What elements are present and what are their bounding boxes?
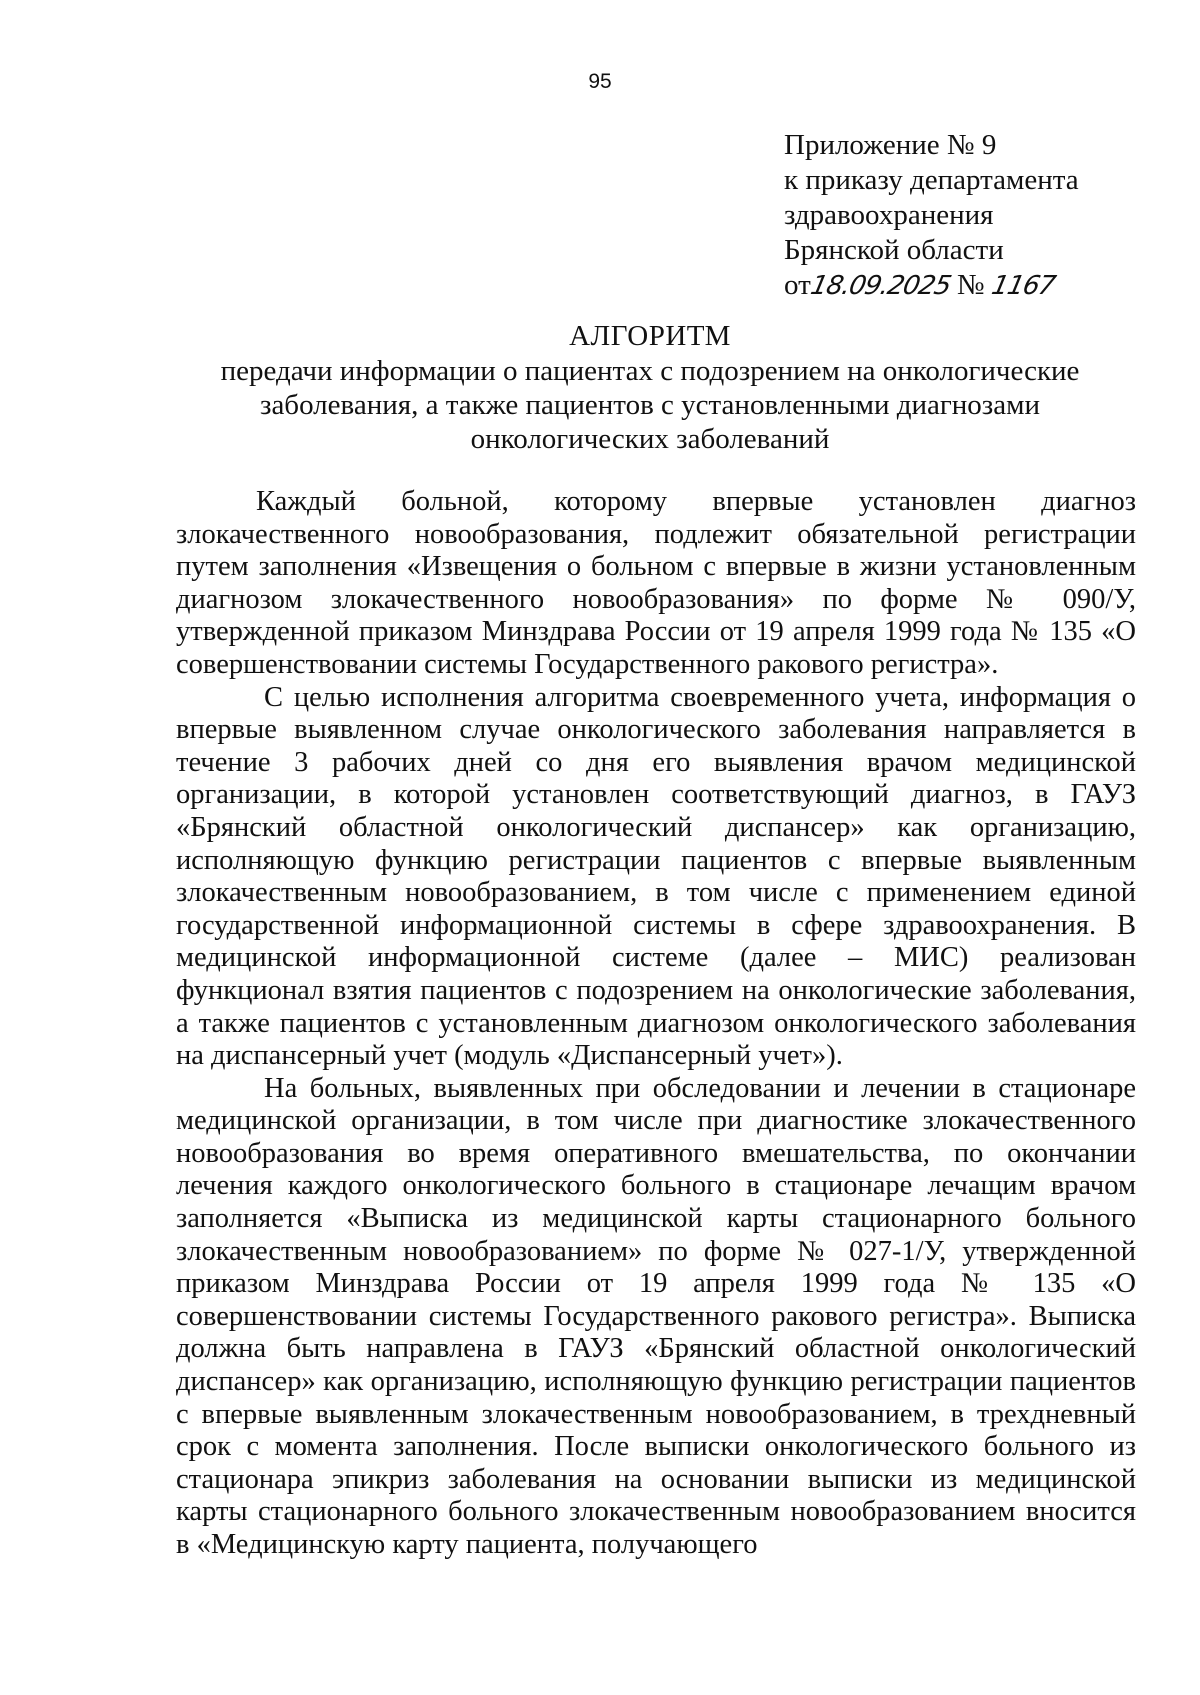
appendix-department-line: здравоохранения (784, 199, 994, 231)
document-body (176, 486, 1136, 1562)
paragraph-registration: Каждый больной, которому впервые установлен диагноз злокачественного новообразования, подлежит обязательной регистрации путем заполнения «Извещения о больном с впервые в жизни установленным диагнозом злокачественного новообразования» по форме № 090/У, утвержденной приказом Минздрава России от 19 апреля 1999 года № 135 «О совершенствовании системы Государственного ракового регистра». (176, 486, 1136, 680)
appendix-order-line: к приказу департамента (784, 164, 1079, 196)
paragraph-hospital-patients: На больных, выявленных при обследовании и лечении в стационаре медицинской организации, в том числе при диагностике злокачественного новообразования во время оперативного вмешательства, по окончании лечения каждого онкологического больного в стационаре лечащим врачом заполняется «Выписка из медицинской карты стационарного больного злокачественным новообразованием» по форме № 027-1/У, утвержденной приказом Минздрава России от 19 апреля 1999 года № 135 «О совершенствовании системы Государственного ракового регистра». Выписка должна быть направлена в ГАУЗ «Брянский областной онкологический диспансер» как организацию, исполняющую функцию регистрации пациентов с впервые выявленным злокачественным новообразованием, в трехдневный срок с момента заполнения. После выписки онкологического больного из стационара эпикриз заболевания на основании выписки из медицинской карты стационарного больного злокачественным новообразованием вносится в «Медицинскую карту пациента, получающего (176, 1072, 1136, 1560)
appendix-date-number-line (784, 268, 1124, 304)
paragraph-timely-accounting: С целью исполнения алгоритма своевременного учета, информация о впервые выявленном случае онкологического заболевания направляется в течение 3 рабочих дней со дня его выявления врачом медицинской организации, в которой установлен соответствующий диагноз, в ГАУЗ «Брянский областной онкологический диспансер» как организацию, исполняющую функцию регистрации пациентов с впервые выявленным злокачественным новообразованием, в том числе с применением единой государственной информационной системы в сфере здравоохранения. В медицинской информационной системе (далее – МИС) реализован функционал взятия пациентов с подозрением на онкологические заболевания, а также пациентов с установленным диагнозом онкологического заболевания на диспансерный учет (модуль «Диспансерный учет»). (176, 681, 1136, 1072)
handwritten-number: 1167 (988, 271, 1058, 301)
handwritten-date: 18.09.2025 (807, 271, 953, 301)
from-label: от (784, 269, 811, 301)
page-number: 95 (588, 70, 612, 93)
document-subtitle: передачи информации о пациентах с подозрением на онкологические заболевания, а также пациентов с установленными диагнозами онкологических заболеваний (220, 355, 1080, 455)
appendix-title: Приложение № 9 (784, 129, 997, 161)
appendix-region-line: Брянской области (784, 234, 1004, 266)
document-title: АЛГОРИТМ (569, 320, 731, 352)
title-block (170, 318, 1130, 456)
number-label: № (956, 269, 985, 301)
appendix-header (784, 128, 1124, 304)
